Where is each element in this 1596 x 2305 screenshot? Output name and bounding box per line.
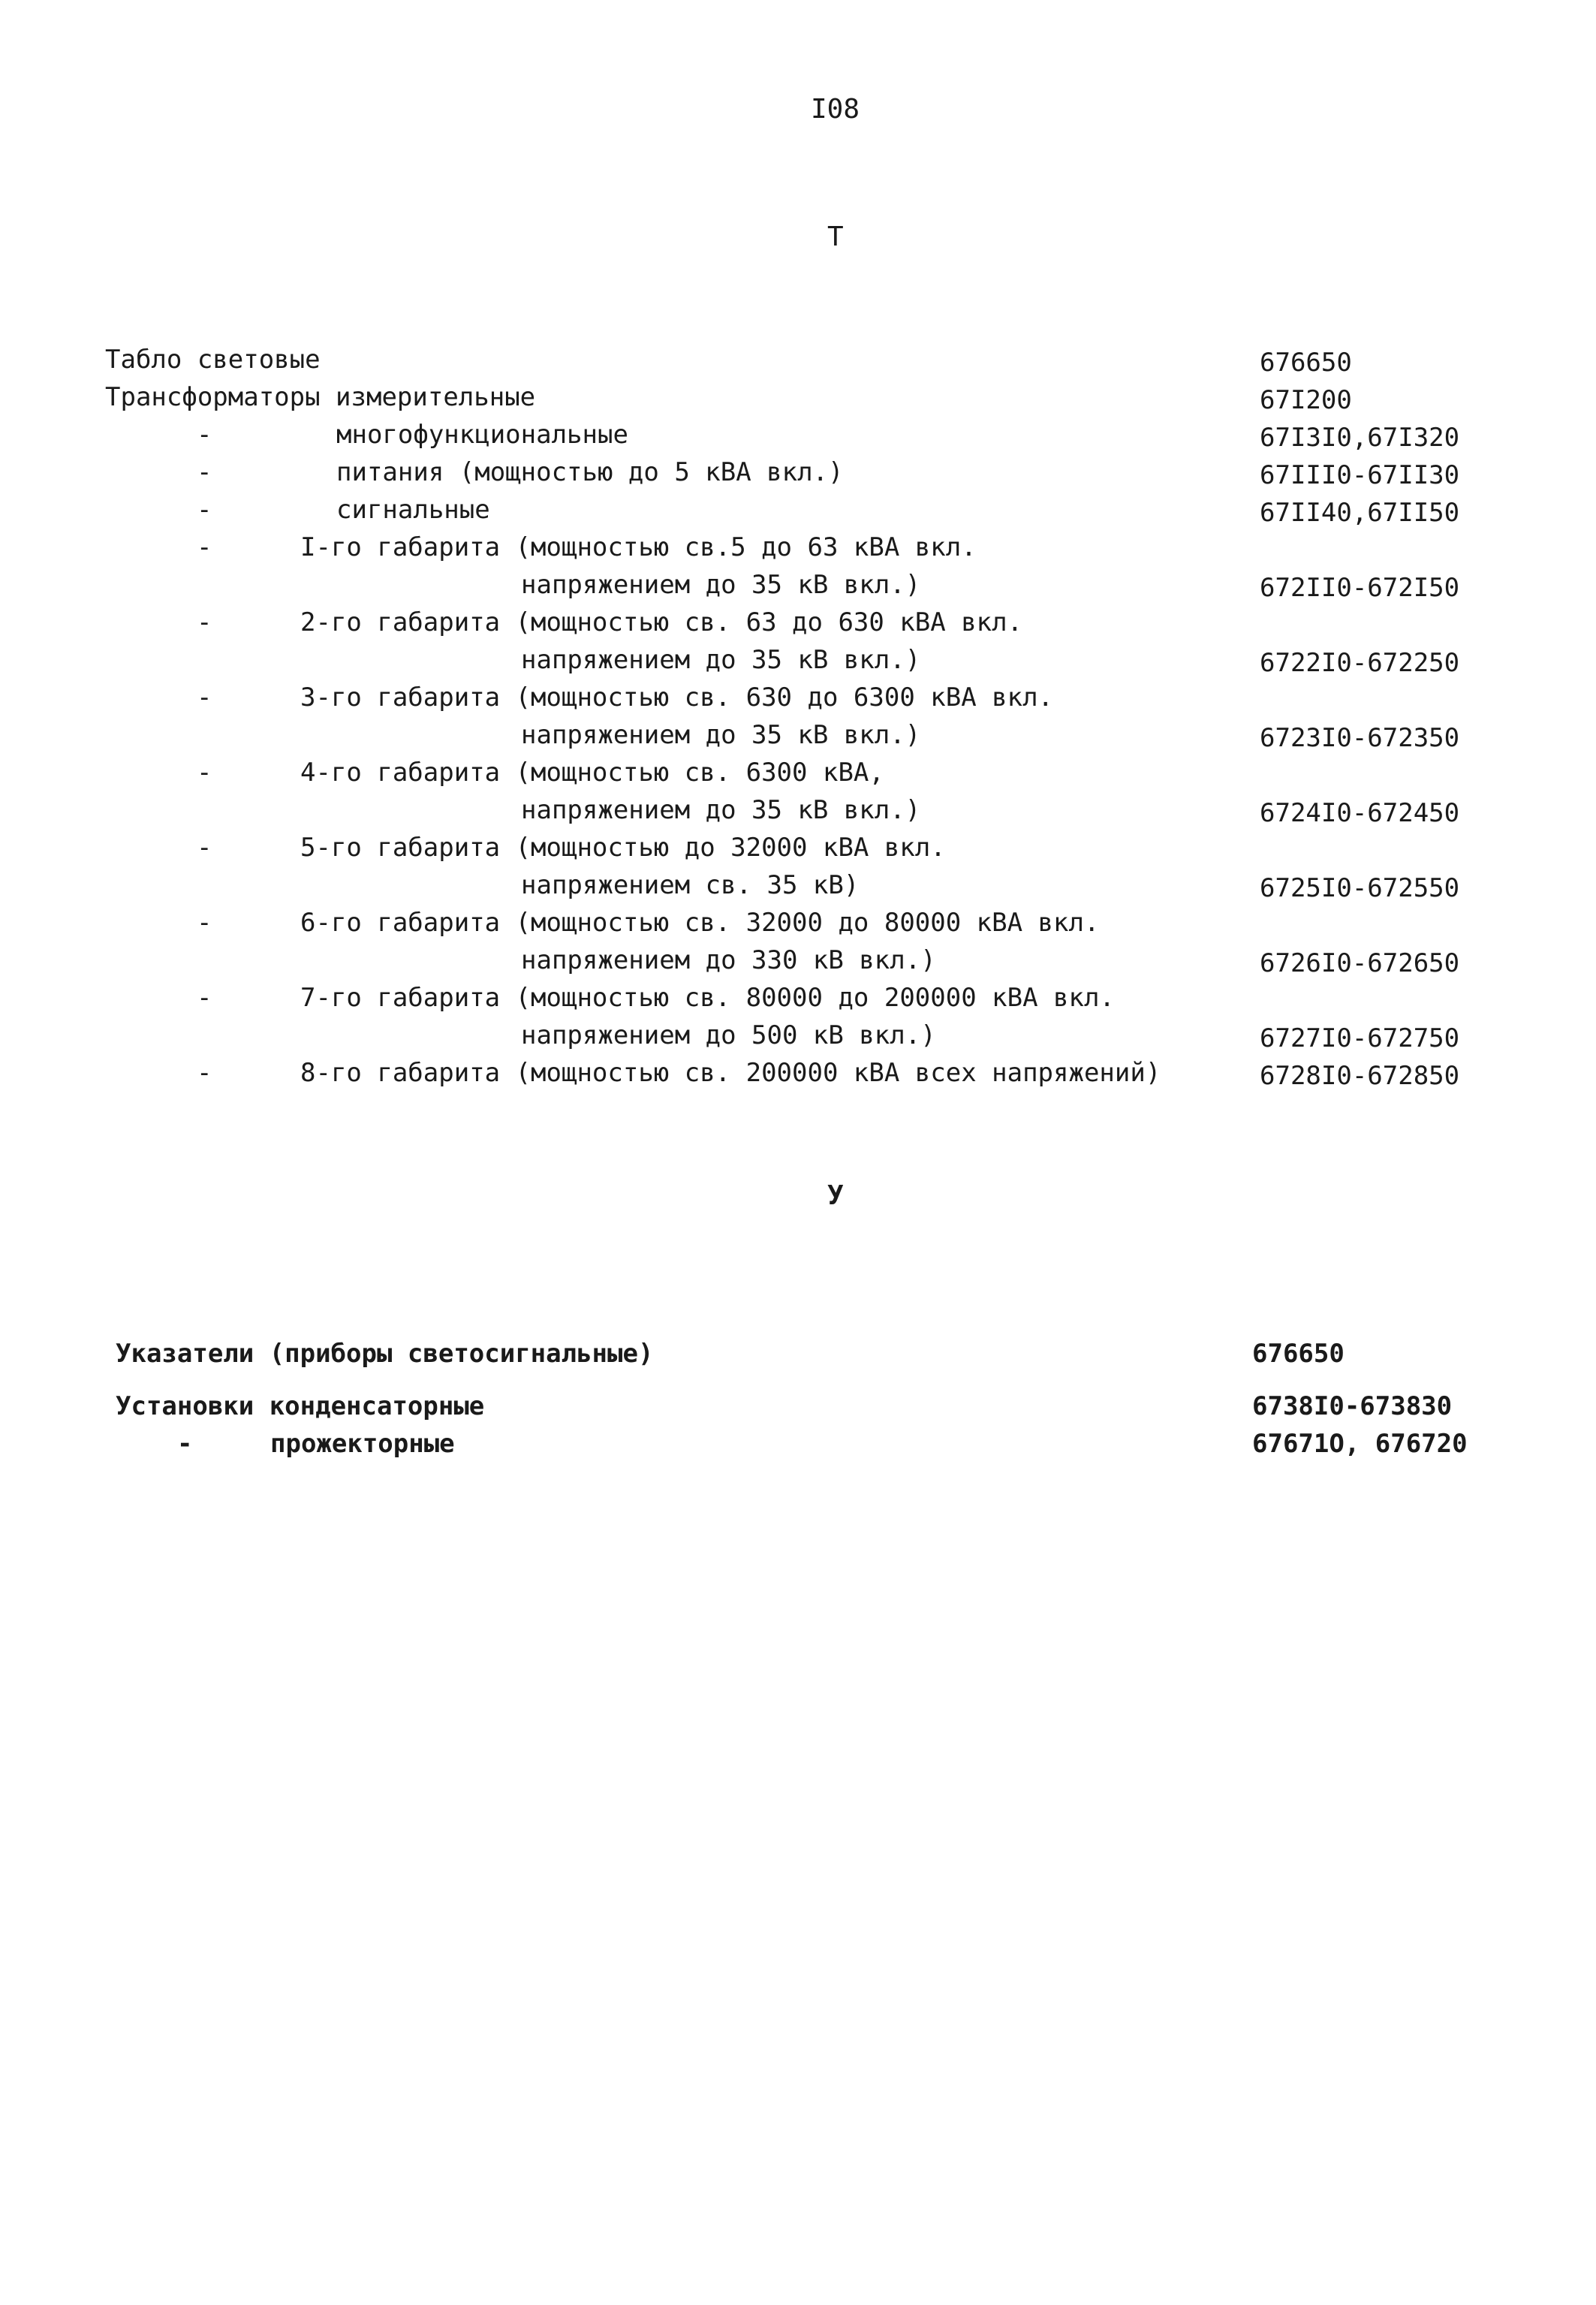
- list-item-dash: -: [197, 983, 212, 1013]
- list-item-dash: -: [197, 833, 212, 863]
- page-number: I08: [811, 94, 860, 125]
- list-item-code: 67II40,67II50: [1260, 498, 1460, 528]
- list-item-dash: -: [197, 758, 212, 788]
- list-item-code: 6738I0-673830: [1252, 1391, 1453, 1421]
- list-item-text: 3-го габарита (мощностью св. 630 до 6300 кВА вкл.: [300, 682, 1054, 713]
- list-item-text: прожекторные: [270, 1429, 455, 1459]
- list-item-code: 67671O, 676720: [1252, 1429, 1468, 1459]
- list-item-code: 6725I0-672550: [1260, 873, 1460, 903]
- list-item-code: 672II0-672I50: [1260, 573, 1460, 603]
- list-item-text: сигнальные: [336, 495, 490, 525]
- list-item-dash: -: [197, 532, 212, 562]
- list-item-code: 6727I0-672750: [1260, 1023, 1460, 1053]
- list-item-text: Трансформаторы измерительные: [105, 382, 536, 412]
- list-item-code: 67I200: [1260, 385, 1352, 415]
- list-item-dash: -: [197, 682, 212, 713]
- list-item-text: питания (мощностью до 5 кВА вкл.): [336, 457, 844, 487]
- list-item-text-continued: напряжением до 330 кВ вкл.): [521, 945, 936, 975]
- list-item-code: 6726I0-672650: [1260, 948, 1460, 978]
- list-item-code: 676650: [1252, 1339, 1345, 1369]
- list-item-text-continued: напряжением до 500 кВ вкл.): [521, 1020, 936, 1050]
- section-letter-t: Т: [827, 221, 844, 252]
- list-item-code: 676650: [1260, 348, 1352, 378]
- section-letter-u: У: [827, 1180, 844, 1211]
- list-item-text-continued: напряжением до 35 кВ вкл.): [521, 795, 921, 825]
- list-item-text: 5-го габарита (мощностью до 32000 кВА вкл.: [300, 833, 946, 863]
- list-item-text: Указатели (приборы светосигнальные): [116, 1339, 654, 1369]
- list-item-code: 67I3I0,67I320: [1260, 423, 1460, 453]
- list-item-code: 6724I0-672450: [1260, 798, 1460, 828]
- list-item-dash: -: [177, 1429, 193, 1459]
- list-item-text: 4-го габарита (мощностью св. 6300 кВА,: [300, 758, 884, 788]
- list-item-text: 6-го габарита (мощностью св. 32000 до 80000 кВА вкл.: [300, 908, 1100, 938]
- list-item-text: Установки конденсаторные: [116, 1391, 485, 1421]
- list-item-text: многофункциональные: [336, 420, 628, 450]
- list-item-text: 7-го габарита (мощностью св. 80000 до 200000 кВА вкл.: [300, 983, 1115, 1013]
- list-item-code: 6728I0-672850: [1260, 1061, 1460, 1091]
- list-item-text-continued: напряжением до 35 кВ вкл.): [521, 645, 921, 675]
- list-item-text-continued: напряжением до 35 кВ вкл.): [521, 720, 921, 750]
- list-item-code: 6722I0-672250: [1260, 648, 1460, 678]
- list-item-code: 6723I0-672350: [1260, 723, 1460, 753]
- list-item-dash: -: [197, 1058, 212, 1088]
- list-item-text-continued: напряжением до 35 кВ вкл.): [521, 570, 921, 600]
- list-item-text-continued: напряжением св. 35 кВ): [521, 870, 860, 900]
- list-item-dash: -: [197, 607, 212, 637]
- list-item-text: Табло световые: [105, 345, 321, 375]
- list-item-dash: -: [197, 495, 212, 525]
- list-item-dash: -: [197, 908, 212, 938]
- list-item-text: I-го габарита (мощностью св.5 до 63 кВА вкл.: [300, 532, 977, 562]
- list-item-text: 2-го габарита (мощностью св. 63 до 630 кВА вкл.: [300, 607, 1023, 637]
- list-item-text: 8-го габарита (мощностью св. 200000 кВА всех напряжений): [300, 1058, 1161, 1088]
- list-item-code: 67III0-67II30: [1260, 460, 1460, 490]
- list-item-dash: -: [197, 457, 212, 487]
- list-item-dash: -: [197, 420, 212, 450]
